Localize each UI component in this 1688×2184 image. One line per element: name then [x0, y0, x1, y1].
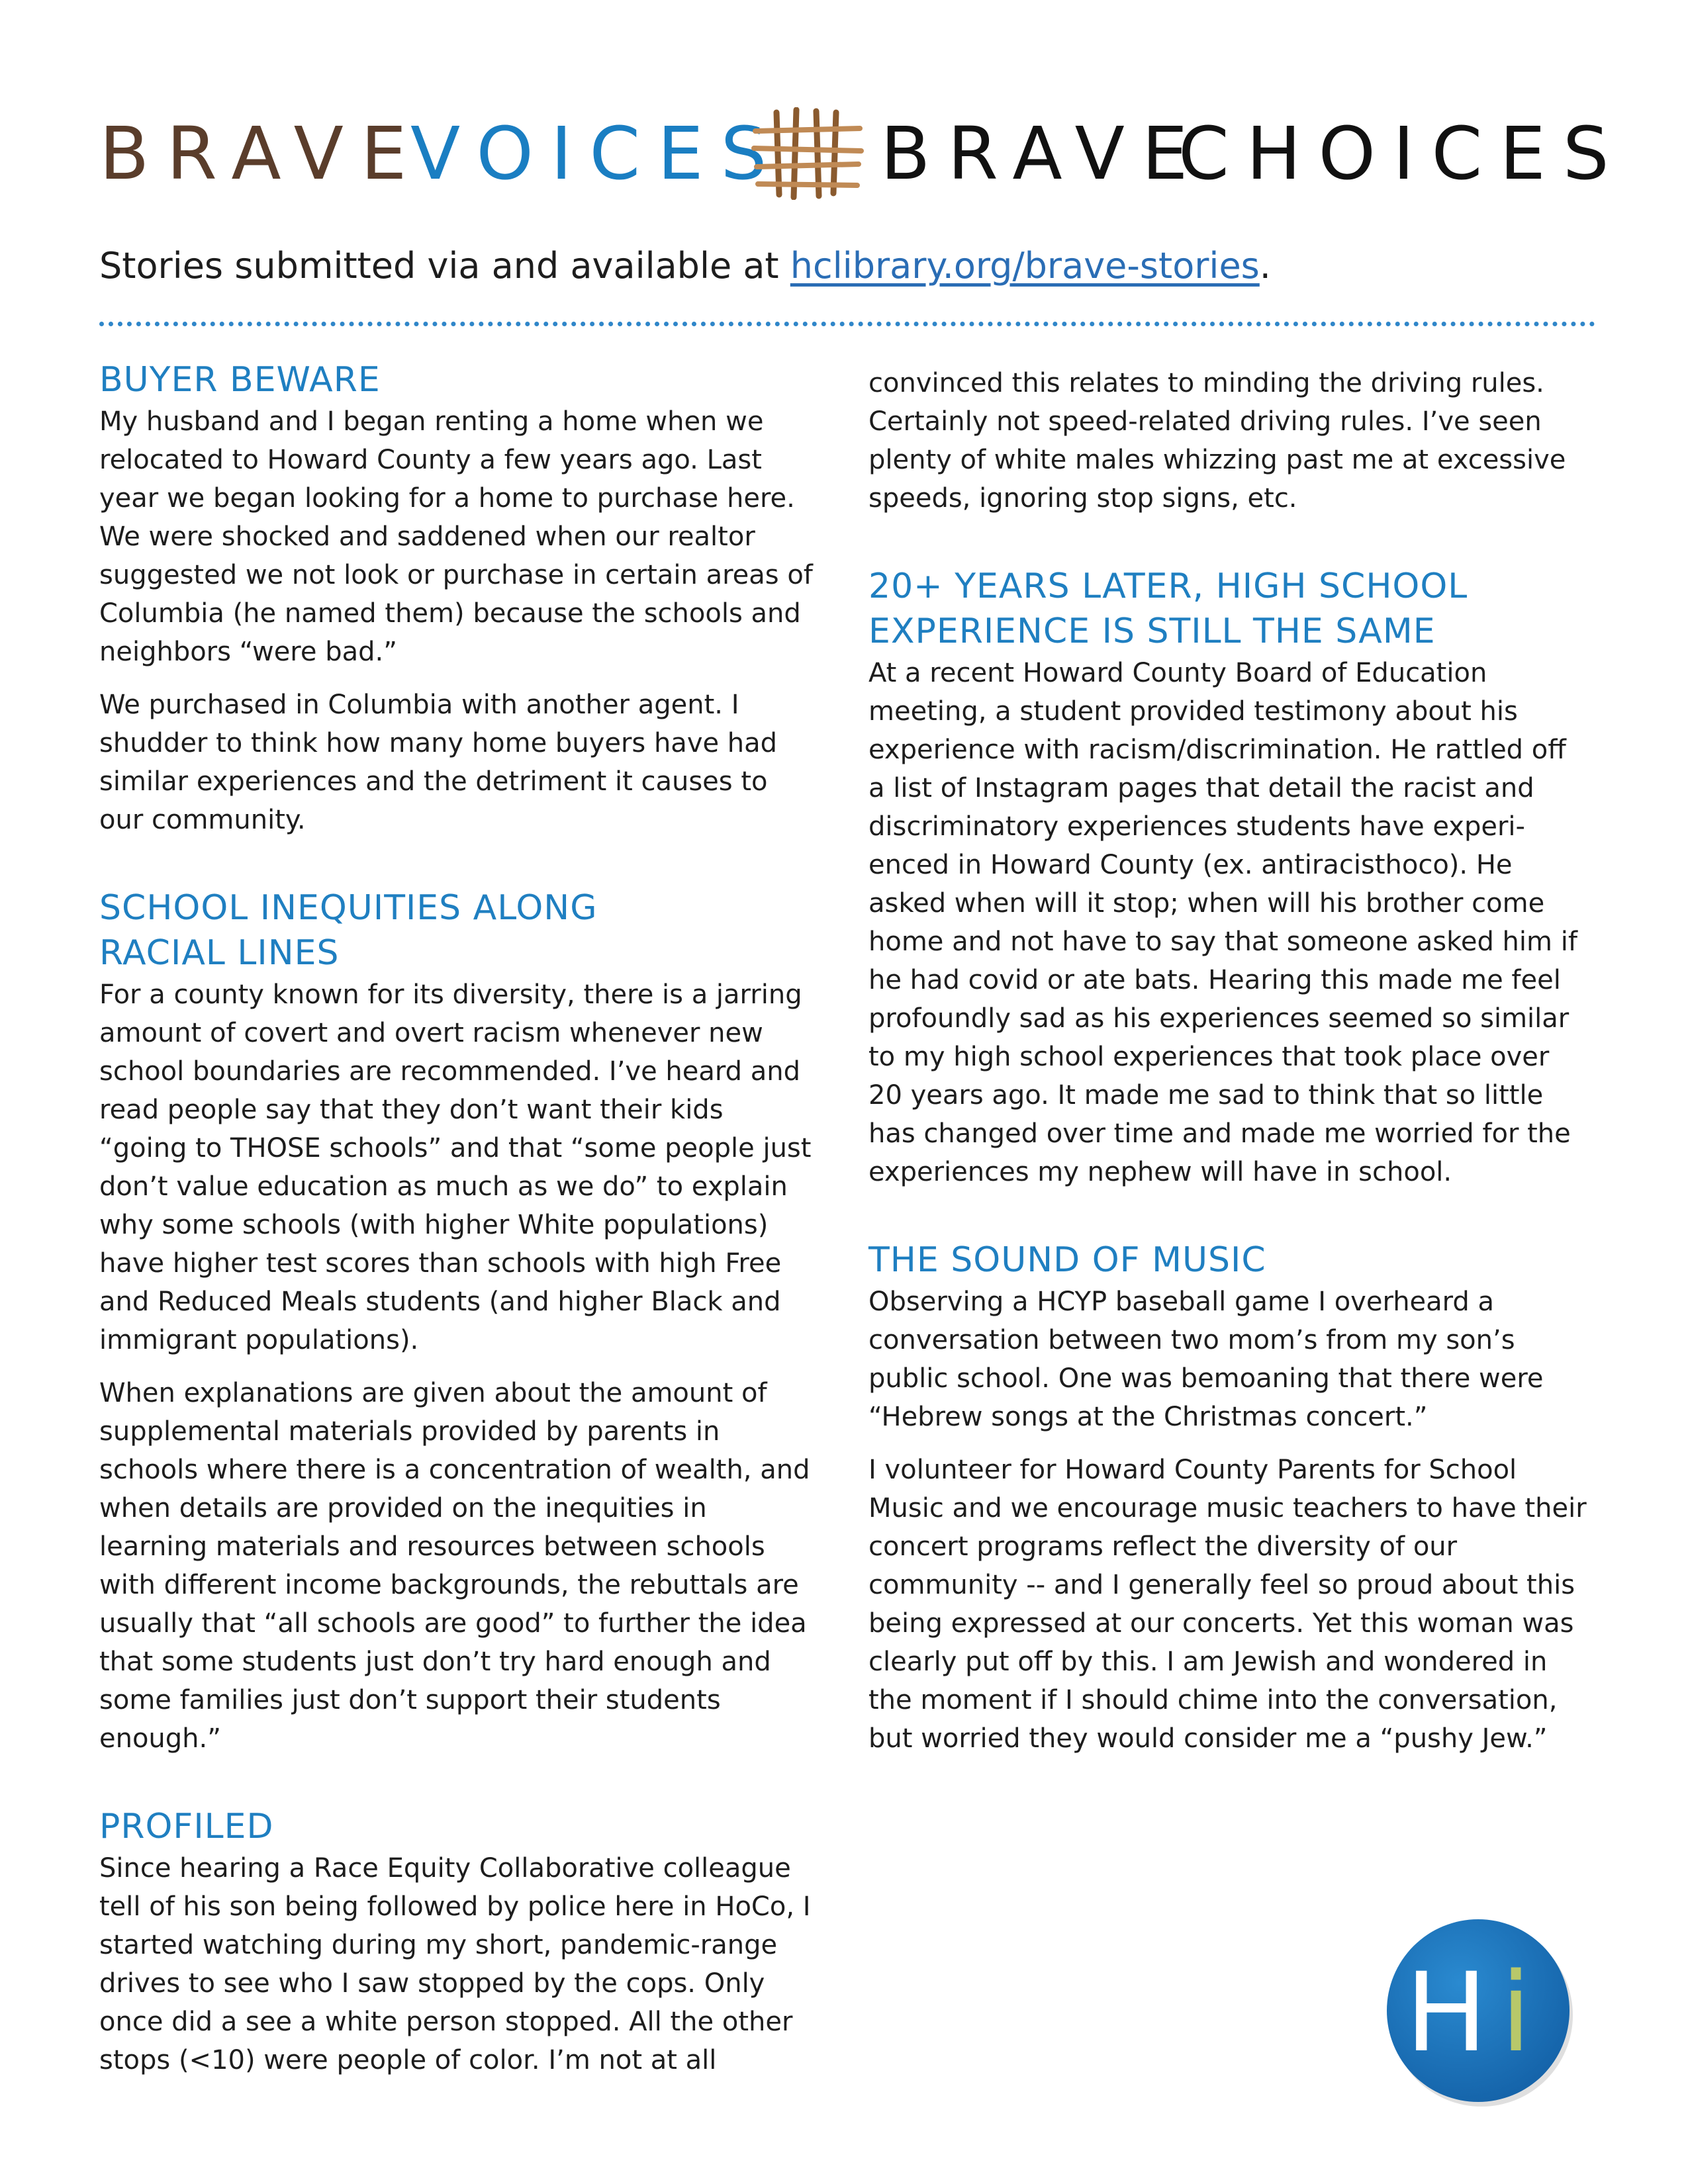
left-column: [99, 357, 814, 2126]
masthead-choices-word: CHOICES: [1178, 111, 1626, 196]
dotted-divider: [99, 322, 1595, 326]
story-title: BUYER BEWARE: [99, 360, 381, 400]
story-paragraph: Observing a HCYP baseball game I overheard a conversation between two mom’s from my son’s public school. One was bemoaning that there were “Hebrew songs at the Christmas concert.”: [868, 1287, 1544, 1432]
masthead-brave-word: BRAVE: [99, 111, 424, 196]
story-title: SCHOOL INEQUITIES ALONG RACIAL LINES: [99, 888, 598, 973]
story-paragraph: When explanations are given about the amount of supplemental materials provided by parents in schools where there is a concentration of wealth, and when details are provided on the inequities in learning materials and resources between schools with different income backgrounds, the rebuttals are usually that “all schools are good” to further the idea that some students just don’t try hard enough and some families just don’t support their students enough.”: [99, 1378, 810, 1754]
masthead-voices-word: VOICES: [410, 111, 784, 196]
story-paragraph: My husband and I began renting a home when we relocated to Howard County a few years ago. Last year we began looking for a home to purchase here. We were shocked and saddened when our realtor suggested we not look or purchase in certain areas of Columbia (he named them) because the schools and neighbors “were bad.”: [99, 406, 813, 667]
story-profiled: [99, 1804, 814, 2079]
story-sound-of-music: [868, 1238, 1587, 1758]
story-school-inequities: [99, 886, 814, 1758]
story-paragraph: At a recent Howard County Board of Education meeting, a student provided testimony about his experience with racism/discrimination. He rattled off a list of Instagram pages that detail the racist and discriminatory experiences students have experi-enced in Howard County (ex. antiracisthoco). He asked when will it stop; when will his brother come home and not have to say that someone asked him if he had covid or ate bats. Hearing this made me feel profoundly sad as his experiences seemed so similar to my high school experiences that took place over 20 years ago. It made me sad to think that so little has changed over time and made me worried for the experiences my nephew will have in school.: [868, 658, 1577, 1187]
masthead: [99, 107, 1626, 200]
story-paragraph: We purchased in Columbia with another agent. I shudder to think how many home buyers have had similar experiences and the detriment it causes to our community.: [99, 690, 778, 835]
story-paragraph: Since hearing a Race Equity Collaborative colleague tell of his son being followed by police here in HoCo, I started watching during my short, pandemic-range drives to see who I saw stopped by the cops. Only once did a see a white person stopped. All the other stops (<10) were people of color. I’m not at all: [99, 1853, 811, 2075]
story-paragraph: I volunteer for Howard County Parents for School Music and we encourage music teachers to have their concert programs reflect the diversity of our community -- and I generally feel so proud about this being expressed at our concerts. Yet this woman was clearly put off by this. I am Jewish and wondered in the moment if I should chime into the conversation, but worried they would consider me a “pushy Jew.”: [868, 1455, 1587, 1754]
logo-letter-h: H: [1405, 1949, 1488, 2076]
story-paragraph: For a county known for its diversity, there is a jarring amount of covert and overt racism whenever new school boundaries are recommended. I’ve heard and read people say that they don’t want their kids “going to THOSE schools” and that “some people just don’t value education as much as we do” to explain why some schools (with higher White populations) have higher test scores than schools with high Free and Reduced Meals students (and higher Black and immigrant populations).: [99, 979, 812, 1355]
intro-line: [99, 240, 1595, 293]
story-title: THE SOUND OF MUSIC: [868, 1240, 1266, 1280]
right-column: [868, 364, 1587, 1804]
story-profiled-continued: [868, 364, 1587, 518]
story-title: 20+ YEARS LATER, HIGH SCHOOL EXPERIENCE IS STILL THE SAME: [868, 567, 1468, 651]
intro-text: Stories submitted via and available at: [99, 245, 790, 287]
crosshatch-icon: [751, 107, 864, 200]
brave-stories-link[interactable]: hclibrary.org/brave-stories: [790, 245, 1260, 287]
story-buyer-beware: [99, 357, 814, 839]
intro-suffix: .: [1259, 245, 1271, 287]
masthead-brave-word-2: BRAVE: [880, 111, 1205, 196]
story-title: PROFILED: [99, 1807, 274, 1846]
story-high-school: [868, 564, 1587, 1191]
logo-letter-i: i: [1501, 1949, 1531, 2076]
story-paragraph: convinced this relates to minding the driving rules. Certainly not speed-related driving rules. I’ve seen plenty of white males whizzing past me at excessive speeds, ignoring stop signs, etc.: [868, 368, 1566, 514]
hi-library-logo: [1380, 1913, 1579, 2111]
